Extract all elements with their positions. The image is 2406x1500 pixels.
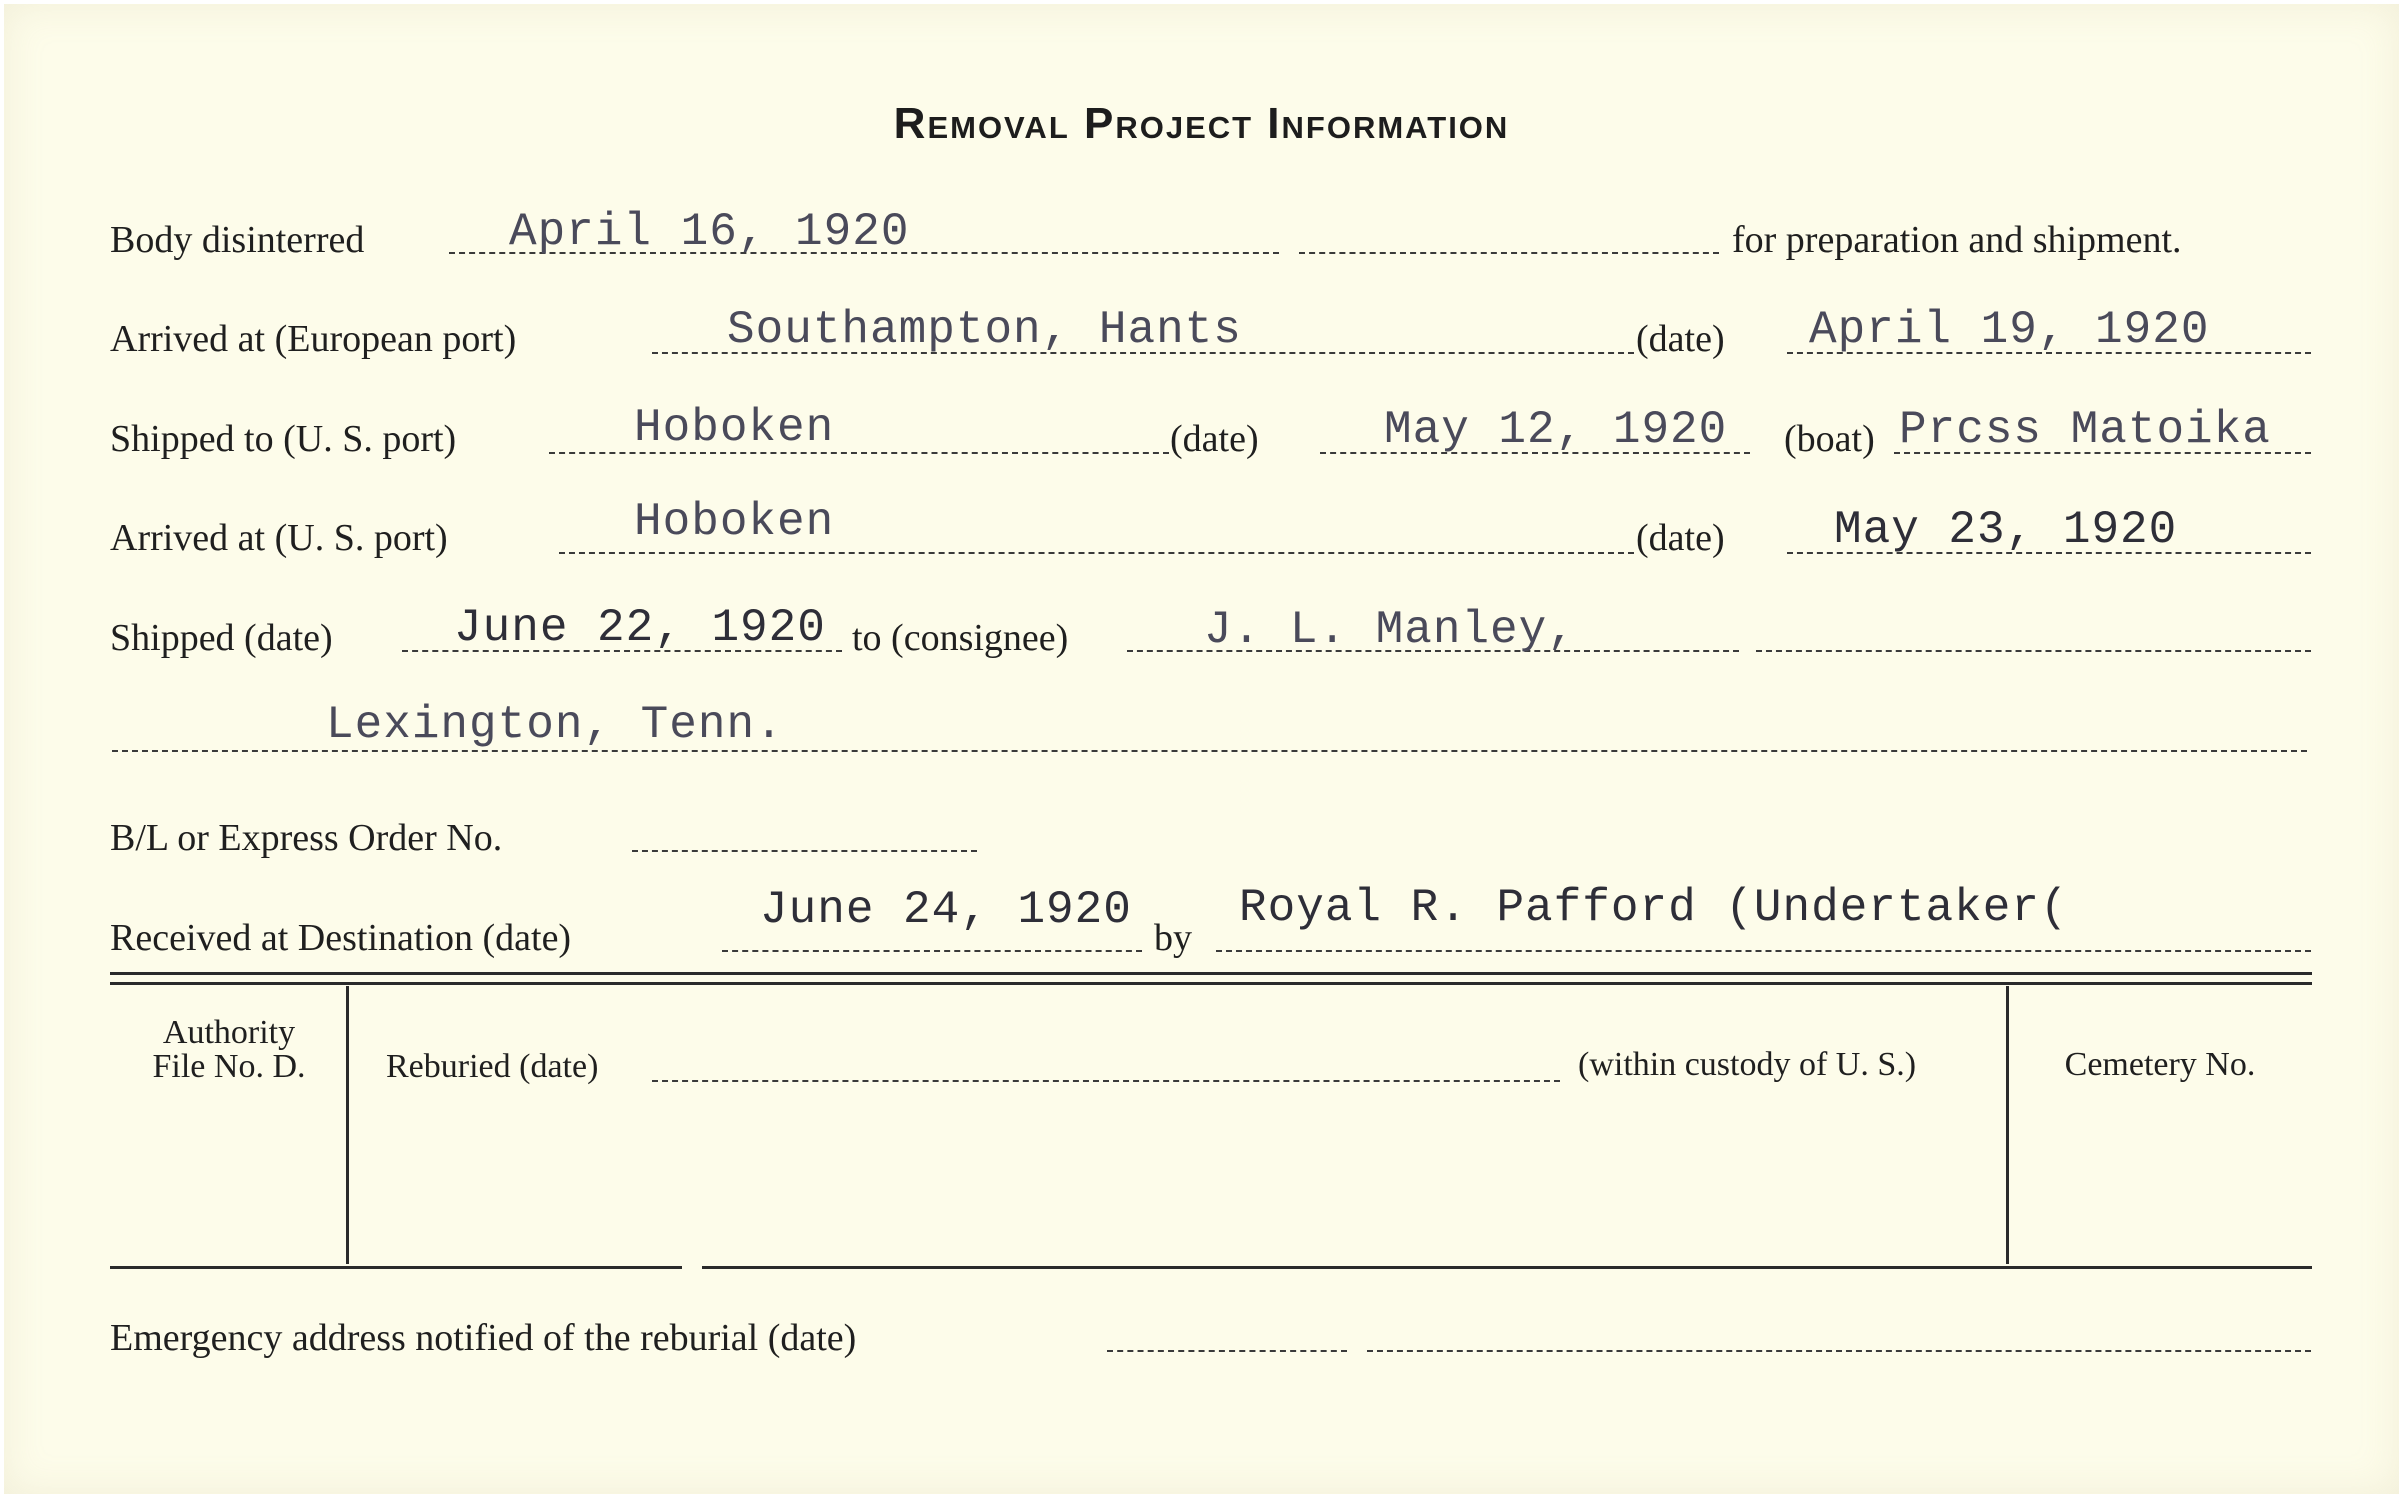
- consignee-label: to (consignee): [852, 617, 1069, 659]
- consignee-extra-line: [1756, 650, 2311, 652]
- table-divider-right: [2006, 986, 2009, 1264]
- table-bottom-rule-left: [110, 1266, 682, 1269]
- authority-label: [114, 1016, 344, 1084]
- bl-express-label: B/L or Express Order No.: [110, 817, 503, 859]
- table-divider-left: [346, 986, 349, 1264]
- table-top-rule: [110, 972, 2312, 975]
- reburied-line: [652, 1080, 1560, 1082]
- emergency-line-1: [1107, 1350, 1347, 1352]
- cemetery-no-label: Cemetery No.: [2064, 1046, 2256, 1083]
- us-arrival-date-label: (date): [1636, 517, 1725, 559]
- authority-line-2: File No. D.: [152, 1048, 306, 1085]
- record-card: [4, 4, 2399, 1494]
- us-arrival-date-value: May 23, 1920: [1834, 504, 2178, 556]
- bl-express-line: [632, 850, 977, 852]
- consignee-city-value: Lexington, Tenn.: [326, 699, 784, 751]
- form-title: Removal Project Information: [893, 99, 1510, 148]
- received-by-line: [1216, 950, 2311, 952]
- received-by-value: Royal R. Pafford (Undertaker(: [1239, 882, 2069, 934]
- boat-label: (boat): [1784, 418, 1875, 460]
- boat-value: Prcss Matoika: [1899, 404, 2271, 456]
- received-date-value: June 24, 1920: [760, 884, 1132, 936]
- consignee-name-value: J. L. Manley,: [1204, 604, 1576, 656]
- shipped-date-2-value: June 22, 1920: [454, 602, 826, 654]
- by-label: by: [1154, 917, 1192, 959]
- shipped-date-value: May 12, 1920: [1384, 404, 1728, 456]
- for-preparation-label: for preparation and shipment.: [1732, 219, 2182, 261]
- shipped-date-2-label: Shipped (date): [110, 617, 333, 659]
- us-port-arrived-line: [559, 552, 1634, 554]
- european-port-value: Southampton, Hants: [727, 304, 1242, 356]
- european-date-label: (date): [1636, 318, 1725, 360]
- emergency-line-2: [1367, 1350, 2311, 1352]
- disinterred-extra-line: [1299, 252, 1719, 254]
- emergency-label: Emergency address notified of the reburial (date): [110, 1317, 857, 1359]
- received-date-line: [722, 950, 1142, 952]
- disinterred-date-value: April 16, 1920: [509, 206, 910, 258]
- authority-line-1: Authority: [162, 1014, 296, 1051]
- received-destination-label: Received at Destination (date): [110, 917, 572, 959]
- shipped-to-us-label: Shipped to (U. S. port): [110, 418, 457, 460]
- us-port-shipped-value: Hoboken: [634, 402, 835, 454]
- us-port-arrived-value: Hoboken: [634, 496, 835, 548]
- shipped-date-label: (date): [1170, 418, 1259, 460]
- within-custody-label: (within custody of U. S.): [1578, 1046, 1917, 1083]
- european-date-value: April 19, 1920: [1809, 304, 2210, 356]
- table-top-rule-2: [110, 982, 2312, 985]
- arrived-us-label: Arrived at (U. S. port): [110, 517, 448, 559]
- arrived-european-label: Arrived at (European port): [110, 318, 517, 360]
- reburied-label: Reburied (date): [386, 1048, 599, 1085]
- table-bottom-rule-right: [702, 1266, 2312, 1269]
- body-disinterred-label: Body disinterred: [110, 219, 365, 261]
